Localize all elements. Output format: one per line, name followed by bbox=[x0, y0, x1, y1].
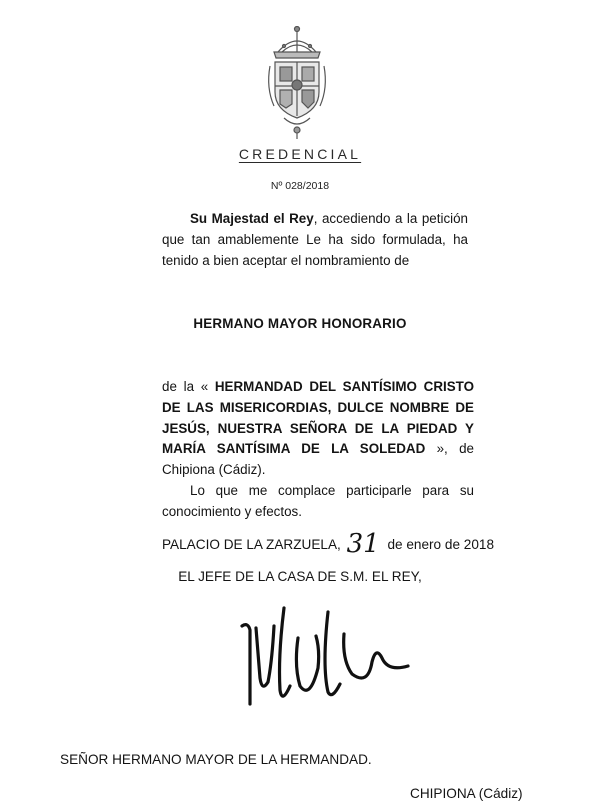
handwritten-day: 31 bbox=[346, 529, 380, 559]
place-date bbox=[162, 529, 495, 559]
brotherhood-name: HERMANDAD DEL SANTÍSIMO CRISTO DE LAS MISERICORDIAS, DULCE NOMBRE DE JESÚS, NUESTRA SEÑORA DE LA PIEDAD Y MARÍA SANTÍSIMA DE LA SOLEDAD bbox=[162, 379, 474, 457]
date-text: de enero de 2018 bbox=[387, 537, 495, 552]
brotherhood-prefix: de la « bbox=[162, 379, 215, 394]
city: CHIPIONA (Cádiz) bbox=[410, 786, 523, 801]
closing-paragraph bbox=[162, 481, 474, 523]
place-text: PALACIO DE LA ZARZUELA, bbox=[162, 537, 341, 552]
handwritten-signature bbox=[232, 596, 412, 724]
signatory-title: EL JEFE DE LA CASA DE S.M. EL REY, bbox=[178, 569, 422, 584]
intro-text: , accediendo a la petición que tan amablemente Le ha sido formulada, ha tenido a bien aceptar el nombramiento de bbox=[162, 211, 469, 268]
document-heading: CREDENCIAL bbox=[238, 146, 362, 162]
addressee: SEÑOR HERMANO MAYOR DE LA HERMANDAD. bbox=[60, 752, 372, 767]
intro-paragraph bbox=[162, 209, 468, 271]
closing-text: Lo que me complace participarle para su conocimiento y efectos. bbox=[162, 483, 474, 519]
brotherhood-paragraph bbox=[162, 377, 474, 481]
subject-text: Su Majestad el Rey bbox=[190, 211, 314, 226]
appointment-title: HERMANO MAYOR HONORARIO bbox=[193, 316, 407, 331]
brotherhood-suffix: », de Chipiona (Cádiz). bbox=[162, 441, 474, 478]
reference-number: Nº 028/2018 bbox=[270, 180, 330, 192]
royal-coat-of-arms-icon bbox=[262, 26, 332, 142]
